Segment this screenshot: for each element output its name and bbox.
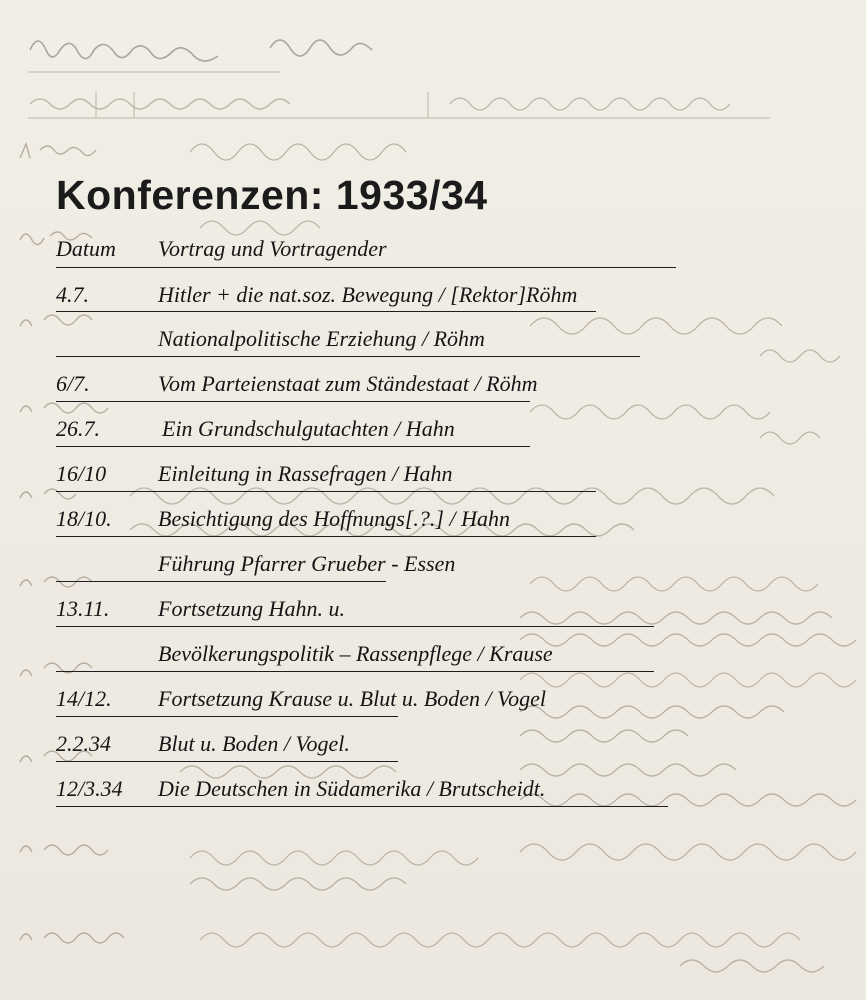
row-divider [56,401,530,402]
entry-date: 2.2.34 [56,731,111,756]
entry-text: Besichtigung des Hoffnungs[.?.] / Hahn [158,506,510,531]
row-divider [56,806,668,807]
entry-text: Bevölkerungspolitik – Rassenpflege / Krause [158,641,553,666]
entry-text: Fortsetzung Krause u. Blut u. Boden / Vogel [158,686,547,711]
entry-date: 14/12. [56,686,112,711]
date-column-header: Datum [56,236,116,261]
entry-text: Ein Grundschulgutachten / Hahn [162,416,455,441]
row-divider [56,716,398,717]
topic-column-header: Vortrag und Vortragender [158,236,387,261]
entry-date: 13.11. [56,596,110,621]
entry-date: 6/7. [56,371,90,396]
document-title: Konferenzen: 1933/34 [56,172,488,218]
entry-date: 18/10. [56,506,112,531]
entry-text: Blut u. Boden / Vogel. [158,731,350,756]
row-divider [56,446,530,447]
entry-text: Hitler + die nat.soz. Bewegung / [Rektor]Röhm [158,282,578,307]
entry-date: 16/10 [56,461,107,486]
entry-text: Einleitung in Rassefragen / Hahn [158,461,453,486]
entry-text: Die Deutschen in Südamerika / Brutscheidt. [158,776,546,801]
row-divider [56,581,386,582]
entry-text: Nationalpolitische Erziehung / Röhm [158,326,485,351]
row-divider [56,536,596,537]
entry-text: Vom Parteienstaat zum Ständestaat / Röhm [158,371,538,396]
entry-text: Führung Pfarrer Grueber - Essen [158,551,456,576]
row-divider [56,626,654,627]
row-divider [56,761,398,762]
row-divider [56,671,654,672]
header-divider [56,267,676,268]
entry-text: Fortsetzung Hahn. u. [158,596,345,621]
row-divider [56,356,640,357]
row-divider [56,311,596,312]
entry-date: 12/3.34 [56,776,123,801]
row-divider [56,491,596,492]
entry-date: 4.7. [56,282,89,307]
entry-date: 26.7. [56,416,100,441]
